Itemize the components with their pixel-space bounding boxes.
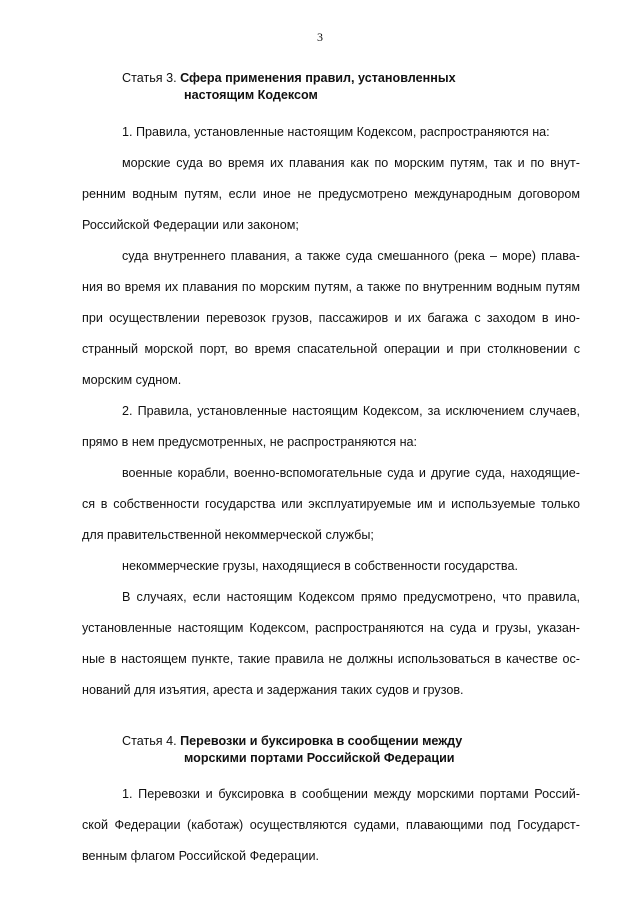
text-line: морским судном.: [82, 373, 182, 387]
article-4-title-line2: морскими портами Российской Федерации: [184, 751, 455, 765]
text-line: 1. Правила, установленные настоящим Кодексом, распространяются на:: [122, 125, 550, 139]
page-number: 3: [317, 30, 323, 44]
article-3-title-line1: Сфера применения правил, установленных: [180, 71, 456, 85]
text-line: некоммерческие грузы, находящиеся в собственности государства.: [122, 559, 518, 573]
text-line: 2. Правила, установленные настоящим Кодексом, за исключением случаев,: [122, 404, 580, 418]
text-line: В случаях, если настоящим Кодексом прямо предусмотрено, что правила,: [122, 590, 580, 604]
article-3-heading: [122, 70, 456, 104]
text-line: морские суда во время их плавания как по морским путям, так и по внут-: [122, 156, 580, 170]
text-line: установленные настоящим Кодексом, распространяются на суда и грузы, указан-: [82, 621, 580, 635]
text-line: военные корабли, военно-вспомогательные суда и другие суда, находящие-: [122, 466, 580, 480]
article-4-heading: [122, 733, 462, 767]
text-line: ные в настоящем пункте, такие правила не должны использоваться в качестве ос-: [82, 652, 580, 666]
text-line: ской Федерации (каботаж) осуществляются судами, плавающими под Государст-: [82, 818, 580, 832]
text-line: прямо в нем предусмотренных, не распространяются на:: [82, 435, 418, 449]
text-line: 1. Перевозки и буксировка в сообщении между морскими портами Россий-: [122, 787, 580, 801]
text-line: при осуществлении перевозок грузов, пассажиров и их багажа с заходом в ино-: [82, 311, 580, 325]
text-line: ренним водным путям, если иное не предусмотрено международным договором: [82, 187, 580, 201]
text-line: суда внутреннего плавания, а также суда смешанного (река – море) плава-: [122, 249, 580, 263]
text-line: ся в собственности государства или эксплуатируемые им и используемые только: [82, 497, 580, 511]
text-line: венным флагом Российской Федерации.: [82, 849, 320, 863]
text-line: Российской Федерации или законом;: [82, 218, 299, 232]
text-line: для правительственной некоммерческой службы;: [82, 528, 374, 542]
text-line: ния во время их плавания по морским путям, а также по внутренним водным путям: [82, 280, 580, 294]
text-line: нований для изъятия, ареста и задержания таких судов и грузов.: [82, 683, 464, 697]
article-4-title-line1: Перевозки и буксировка в сообщении между: [180, 734, 463, 748]
article-3-prefix: Статья 3.: [122, 71, 177, 85]
text-line: странный морской порт, во время спасательной операции и при столкновении с: [82, 342, 580, 356]
article-3-title-line2: настоящим Кодексом: [184, 88, 318, 102]
article-4-prefix: Статья 4.: [122, 734, 177, 748]
